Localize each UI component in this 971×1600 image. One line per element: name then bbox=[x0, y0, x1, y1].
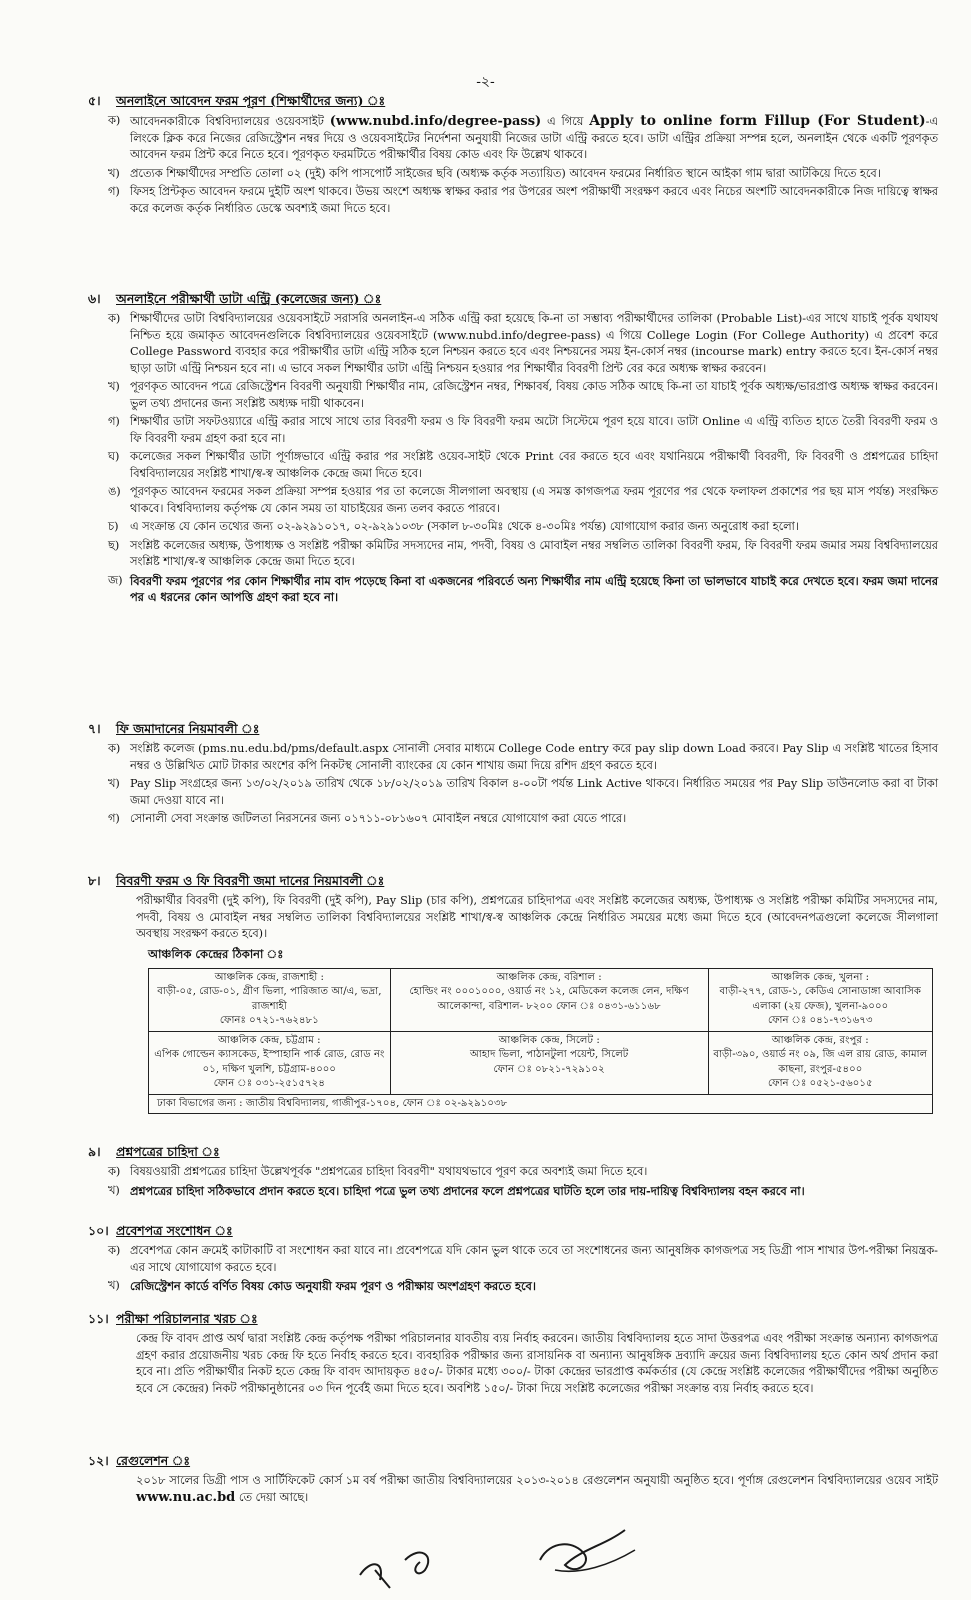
list-item: ক) আবেদনকারীকে বিশ্ববিদ্যালয়ের ওয়েবসাইট (www.nubd.info/degree-pass) এ গিয়ে Apply to online form Fillup (For Student)-এ লিংকে ক্লিক করে নিজের রেজিস্ট্রেশন নম্বর দিয়ে ও ওয়েবসাইটের নির্দেশনা অনুযায়ী নিজের ডাটা এন্ট্রি করতে হবে। ডাটা এন্ট্রির প্রক্রিয়া সম্পন্ন হলে, অনলাইন থেকে একটি পূরণকৃত আবেদন ফরম প্রিন্ট করে নিতে হবে। পূরণকৃত ফরমটিতে পরীক্ষার্থীর বিষয় কোড এবং ফি উল্লেখ থাকবে। bbox=[108, 113, 939, 161]
list-item: ছ) সংশ্লিষ্ট কলেজের অধ্যক্ষ, উপাধ্যক্ষ ও সংশ্লিষ্ট পরীক্ষা কমিটির সদস্যদের নাম, পদবী, বিষয় ও মোবাইল নম্বর সম্বলিত তালিকা বিবরণী ফরম, ফি বিবরণী ফরম জমার সময় বিশ্ববিদ্যালয়ের সংশ্লিষ্ট শাখা/স্ব-স্ব আঞ্চলিক কেন্দ্রে জমা দিতে হবে। bbox=[108, 538, 938, 568]
list-item: ক) সংশ্লিষ্ট কলেজ (pms.nu.edu.bd/pms/default.aspx সোনালী সেবার মাধ্যমে College Code entry করে pay slip down Load করবে। Pay Slip এ সংশ্লিষ্ট খাতের হিসাব নম্বর ও উল্লিখিত মোট টাকার অংশের কপি নিকটস্থ সোনালী ব্যাংকের যে কোন শাখায় জমা দিয়ে রশিদ গ্রহণ করতে হবে। bbox=[108, 742, 938, 772]
section-10-title: ১০। প্রবেশপত্র সংশোধন ঃ bbox=[88, 1223, 233, 1238]
office-cell: আঞ্চলিক কেন্দ্র, সিলেট : আহাদ ভিলা, পাঠানটুলা পয়েন্ট, সিলেট ফোন ঃ ০৮২১-৭২৯১০২ bbox=[390, 1031, 708, 1094]
regional-offices-table bbox=[148, 968, 933, 1115]
office-cell: আঞ্চলিক কেন্দ্র, খুলনা : বাড়ী-২৭৭, রোড-১, কেডিএ সোনাডাঙ্গা আবাসিক এলাকা (২য় ফেজ), খুলনা-৯০০০ ফোন ঃ ০৪১-৭৩১৬৭৩ bbox=[708, 968, 932, 1031]
section-12 bbox=[88, 1452, 938, 1506]
list-item: ঘ) কলেজের সকল শিক্ষার্থীর ডাটা পূর্ণাঙ্গভাবে এন্ট্রি করার পর সংশ্লিষ্ট ওয়েব-সাইট থেকে Print বের করতে হবে এবং যথানিয়মে পরীক্ষার্থী বিবরণী, ফি বিবরণী ও প্রশ্নপত্রের চাহিদা বিশ্ববিদ্যালয়ের সংশ্লিষ্ট শাখা/স্ব-স্ব আঞ্চলিক কেন্দ্রে জমা দিতে হবে। bbox=[108, 450, 938, 480]
list-item: খ) প্রত্যেক শিক্ষার্থীদের সম্প্রতি তোলা ০২ (দুই) কপি পাসপোর্ট সাইজের ছবি (অধ্যক্ষ কর্তৃক সত্যায়িত) আবেদন ফরমের নির্ধারিত স্থানে আইকা গাম দ্বারা আটকিয়ে দিতে হবে। bbox=[108, 166, 881, 180]
section-8-title: ৮। বিবরণী ফরম ও ফি বিবরণী জমা দানের নিয়মাবলী ঃ bbox=[88, 873, 385, 888]
section-8-paragraph: পরীক্ষার্থীর বিবরণী (দুই কপি), ফি বিবরণী (দুই কপি), Pay Slip (চার কপি), প্রশ্নপত্রের চাহিদাপত্র এবং সংশ্লিষ্ট কলেজের অধ্যক্ষ, উপাধ্যক্ষ ও সংশ্লিষ্ট পরীক্ষা কমিটির সদস্যদের নাম, পদবী, বিষয় ও মোবাইল নম্বর সম্বলিত তালিকা বিশ্ববিদ্যালয়ের সংশ্লিষ্ট শাখা/স্ব-স্ব আঞ্চলিক কেন্দ্রে নির্ধারিত সময়ের মধ্যে জমা দিতে হবে (আবেদনপত্রগুলো কলেজে সীলগালা অবস্থায় সংরক্ষণ করতে হবে)। bbox=[136, 894, 938, 940]
section-9 bbox=[88, 1143, 938, 1201]
list-item: গ) ফিসহ প্রিন্টকৃত আবেদন ফরমে দুইটি অংশ থাকবে। উভয় অংশে অধ্যক্ষ স্বাক্ষর করার পর উপরের অংশ পরীক্ষার্থী সংরক্ষণ করবে এবং নিচের অংশটি আবেদনকারীকে নিজ দায়িত্বে স্বাক্ষর করে কলেজ কর্তৃক নির্ধারিত ডেস্কে অবশ্যই জমা দিতে হবে। bbox=[108, 185, 938, 215]
list-item: ঙ) পূরণকৃত আবেদন ফরমের সকল প্রক্রিয়া সম্পন্ন হওয়ার পর তা কলেজে সীলগালা অবস্থায় (এ সমস্ত কাগজপত্র ফরম পূরণের পর থেকে ফলাফল প্রকাশের পর ছয় মাস পর্যন্ত) সংরক্ষিত থাকবে। বিশ্ববিদ্যালয় কর্তৃপক্ষ যে কোন সময় তা যাচাইয়ের জন্য তলব করতে পারবে। bbox=[108, 485, 938, 515]
section-9-title: ৯। প্রশ্নপত্রের চাহিদা ঃ bbox=[88, 1144, 220, 1159]
section-5-title: ৫। অনলাইনে আবেদন ফরম পূরণ (শিক্ষার্থীদের জন্য) ঃ bbox=[88, 93, 386, 108]
list-item: ক) প্রবেশপত্র কোন ক্রমেই কাটাকাটি বা সংশোধন করা যাবে না। প্রবেশপত্রে যদি কোন ভুল থাকে তবে তা সংশোধনের জন্য আনুষঙ্গিক কাগজপত্র সহ ডিগ্রী পাস শাখার উপ-পরীক্ষা নিয়ন্ত্রক-এর সাথে যোগাযোগ করতে হবে। bbox=[108, 1244, 938, 1274]
list-item: চ) এ সংক্রান্ত যে কোন তথ্যের জন্য ০২-৯২৯১০১৭, ০২-৯২৯১০৩৮ (সকাল ৮-৩০মিঃ থেকে ৪-৩০মিঃ পর্যন্ত) যোগাযোগ করার জন্য অনুরোধ করা হলো। bbox=[108, 520, 799, 533]
table-row bbox=[149, 968, 933, 1031]
page-number: -২- bbox=[476, 74, 495, 90]
section-11 bbox=[88, 1310, 938, 1397]
list-item: খ) রেজিস্ট্রেশন কার্ডে বর্ণিত বিষয় কোড অনুযায়ী ফরম পূরণ ও পরীক্ষায় অংশগ্রহণ করতে হবে। bbox=[108, 1279, 536, 1293]
section-6 bbox=[88, 290, 938, 608]
office-cell: আঞ্চলিক কেন্দ্র, রংপুর : বাড়ী-৩৯০, ওয়ার্ড নং ০৯, জি এল রায় রোড, কামাল কাছনা, রংপুর-৫৪০০ ফোন ঃ ০৫২১-৫৬০১৫ bbox=[708, 1031, 932, 1094]
section-8 bbox=[88, 872, 938, 1114]
office-cell: আঞ্চলিক কেন্দ্র, বরিশাল : হোল্ডিং নং ০০০১০০০, ওয়ার্ড নং ১২, মেডিকেল কলেজ লেন, দক্ষিণ আলেকান্দা, বরিশাল- ৮২০০ ফোন ঃ ০৪৩১-৬১১৬৮ bbox=[390, 968, 708, 1031]
dhaka-office-cell: ঢাকা বিভাগের জন্য : জাতীয় বিশ্ববিদ্যালয়, গাজীপুর-১৭০৪, ফোন ঃ ০২-৯২৯১০৩৮ bbox=[149, 1094, 933, 1114]
section-10 bbox=[88, 1222, 938, 1297]
office-cell: আঞ্চলিক কেন্দ্র, চট্টগ্রাম : এপিক গোল্ডেন ক্যাসকেড, ইস্পাহানি পার্ক রোড, রোড নং ০১, দক্ষিণ খুলশি, চট্টগ্রাম-৪০০০ ফোন ঃ ০৩১-২৫১৫৭২৪ bbox=[149, 1031, 391, 1094]
section-7 bbox=[88, 720, 938, 830]
section-11-title: ১১। পরীক্ষা পরিচালনার খরচ ঃ bbox=[88, 1311, 258, 1326]
section-7-title: ৭। ফি জমাদানের নিয়মাবলী ঃ bbox=[88, 721, 260, 736]
office-cell: আঞ্চলিক কেন্দ্র, রাজশাহী : বাড়ী-০৫, রোড-০১, গ্রীণ ভিলা, পারিজাত আ/এ, ভদ্রা, রাজশাহী ফোনঃ ০৭২১-৭৬২৪৮১ bbox=[149, 968, 391, 1031]
section-6-title: ৬। অনলাইনে পরীক্ষার্থী ডাটা এন্ট্রি (কলেজের জন্য) ঃ bbox=[88, 291, 382, 306]
list-item: জ) বিবরণী ফরম পূরণের পর কোন শিক্ষার্থীর নাম বাদ পড়েছে কিনা বা একজনের পরিবর্তে অন্য শিক্ষার্থীর নাম এন্ট্রি হয়েছে কিনা তা ভালভাবে যাচাই করে দেখতে হবে। ফরম জমা দানের পর এ ধরনের কোন আপত্তি গ্রহণ করা হবে না। bbox=[108, 573, 938, 604]
list-item: খ) প্রশ্নপত্রের চাহিদা সঠিকভাবে প্রদান করতে হবে। চাহিদা পত্রে ভুল তথ্য প্রদানের ফলে প্রশ্নপত্রের ঘাটতি হলে তার দায়-দায়িত্ব বিশ্ববিদ্যালয় বহন করবে না। bbox=[108, 1183, 805, 1198]
list-item: ক) বিষয়ওয়ারী প্রশ্নপত্রের চাহিদা উল্লেখপূর্বক "প্রশ্নপত্রের চাহিদা বিবরণী" যথাযথভাবে পূরণ করে অবশ্যই জমা দিতে হবে। bbox=[108, 1165, 648, 1178]
table-row bbox=[149, 1031, 933, 1094]
list-item: ক) শিক্ষার্থীদের ডাটা বিশ্ববিদ্যালয়ের ওয়েবসাইটে সরাসরি অনলাইন-এ সঠিক এন্ট্রি করা হয়েছে কি-না তা সম্ভাব্য পরীক্ষার্থীদের তালিকা (Probable List)-এর সাথে যাচাই পূর্বক যথাযথ নিশ্চিত হয়ে জমাকৃত আবেদনগুলিকে বিশ্ববিদ্যালয়ের ওয়েবসাইটে (www.nubd.info/degree-pass) এ গিয়ে College Login (For College Authority) এ প্রবেশ করে College Password ব্যবহার করে পরীক্ষার্থীর ডাটা এন্ট্রি সঠিক হলে নিশ্চয়ন করতে হবে এবং নিশ্চয়নের সময় ইন-কোর্স নম্বর (incourse mark) entry করতে হবে। ইন-কোর্স নম্বর ছাড়া ডাটা এন্ট্রি নিশ্চয়ন হবে না। এ ভাবে সকল শিক্ষার্থীর ডাটা এন্ট্রি নিশ্চয়ন হওয়ার পর শিক্ষার্থীর বিবরণী প্রিন্ট বের করে অধ্যক্ষ স্বাক্ষর করবেন। bbox=[108, 312, 938, 375]
table-row bbox=[149, 1094, 933, 1114]
section-12-paragraph: ২০১৮ সালের ডিগ্রী পাস ও সার্টিফিকেট কোর্স ১ম বর্ষ পরীক্ষা জাতীয় বিশ্ববিদ্যালয়ের ২০১৩-২০১৪ রেগুলেশন অনুযায়ী অনুষ্ঠিত হবে। পূর্ণাঙ্গ রেগুলেশন বিশ্ববিদ্যালয়ের ওয়েব সাইট www.nu.ac.bd তে দেয়া আছে। bbox=[136, 1474, 938, 1505]
list-item: খ) Pay Slip সংগ্রহের জন্য ১৩/০২/২০১৯ তারিখ থেকে ১৮/০২/২০১৯ তারিখ বিকাল ৪-০০টা পর্যন্ত Link Active থাকবে। নির্ধারিত সময়ের পর Pay Slip ডাউনলোড করা বা টাকা জমা দেওয়া যাবে না। bbox=[108, 777, 938, 807]
list-item: গ) সোনালী সেবা সংক্রান্ত জটিলতা নিরসনের জন্য ০১৭১১-০৮১৬০৭ মোবাইল নম্বরে যোগাযোগ করা যেতে পারে। bbox=[108, 812, 627, 825]
office-heading: আঞ্চলিক কেন্দ্রের ঠিকানা ঃ bbox=[148, 946, 284, 961]
list-item: খ) পূরণকৃত আবেদন পত্রে রেজিস্ট্রেশন বিবরণী অনুযায়ী শিক্ষার্থীর নাম, রেজিস্ট্রেশন নম্বর, শিক্ষাবর্ষ, বিষয় কোড সঠিক আছে কি-না তা যাচাই পূর্বক অধ্যক্ষ/ভারপ্রাপ্ত অধ্যক্ষ স্বাক্ষর করবেন। ভুল তথ্য প্রদানের জন্য সংশ্লিষ্ট অধ্যক্ষ দায়ী থাকবেন। bbox=[108, 380, 938, 410]
section-12-title: ১২। রেগুলেশন ঃ bbox=[88, 1453, 191, 1468]
list-item: গ) শিক্ষার্থীর ডাটা সফটওয়্যারে এন্ট্রি করার সাথে সাথে তার বিবরণী ফরম ও ফি বিবরণী ফরম অটো সিস্টেমে পূরণ হয়ে যাবে। ডাটা Online এ এন্ট্রি ব্যতিত হাতে তৈরী বিবরণী ফরম ও ফি বিবরণী ফরম গ্রহণ করা হবে না। bbox=[108, 415, 938, 445]
section-11-paragraph: কেন্দ্র ফি বাবদ প্রাপ্ত অর্থ দ্বারা সংশ্লিষ্ট কেন্দ্র কর্তৃপক্ষ পরীক্ষা পরিচালনার যাবতীয় ব্যয় নির্বাহ করবেন। জাতীয় বিশ্ববিদ্যালয় হতে সাদা উত্তরপত্র এবং পরীক্ষা সংক্রান্ত অন্যান্য কাগজপত্র গ্রহণ করার প্রয়োজনীয় খরচ কেন্দ্র ফি হতে নির্বাহ করতে হবে। ব্যবহারিক পরীক্ষার জন্য রাসায়নিক বা অন্যান্য আনুষঙ্গিক দ্রব্যাদি ক্রয়ের জন্য বিশ্ববিদ্যালয় হতে কোন অর্থ প্রদান করা হবে না। প্রতি পরীক্ষার্থীর নিকট হতে কেন্দ্র ফি বাবদ আদায়কৃত ৪৫০/- টাকার মধ্যে ৩০০/- টাকা কেন্দ্রের ভারপ্রাপ্ত কর্মকর্তার (যে কেন্দ্রে সংশ্লিষ্ট কলেজের পরীক্ষার্থীদের পরীক্ষা অনুষ্ঠিত হবে সে কেন্দ্রের) নিকট পরীক্ষানুষ্ঠানের ০৩ দিন পূর্বেই জমা দিতে হবে। অবশিষ্ট ১৫০/- টাকা দিয়ে সংশ্লিষ্ট কলেজের পরীক্ষা সংক্রান্ত ব্যয় নির্বাহ করতে হবে। bbox=[136, 1332, 938, 1395]
handwritten-signature bbox=[350, 1520, 650, 1590]
section-5 bbox=[88, 92, 938, 219]
